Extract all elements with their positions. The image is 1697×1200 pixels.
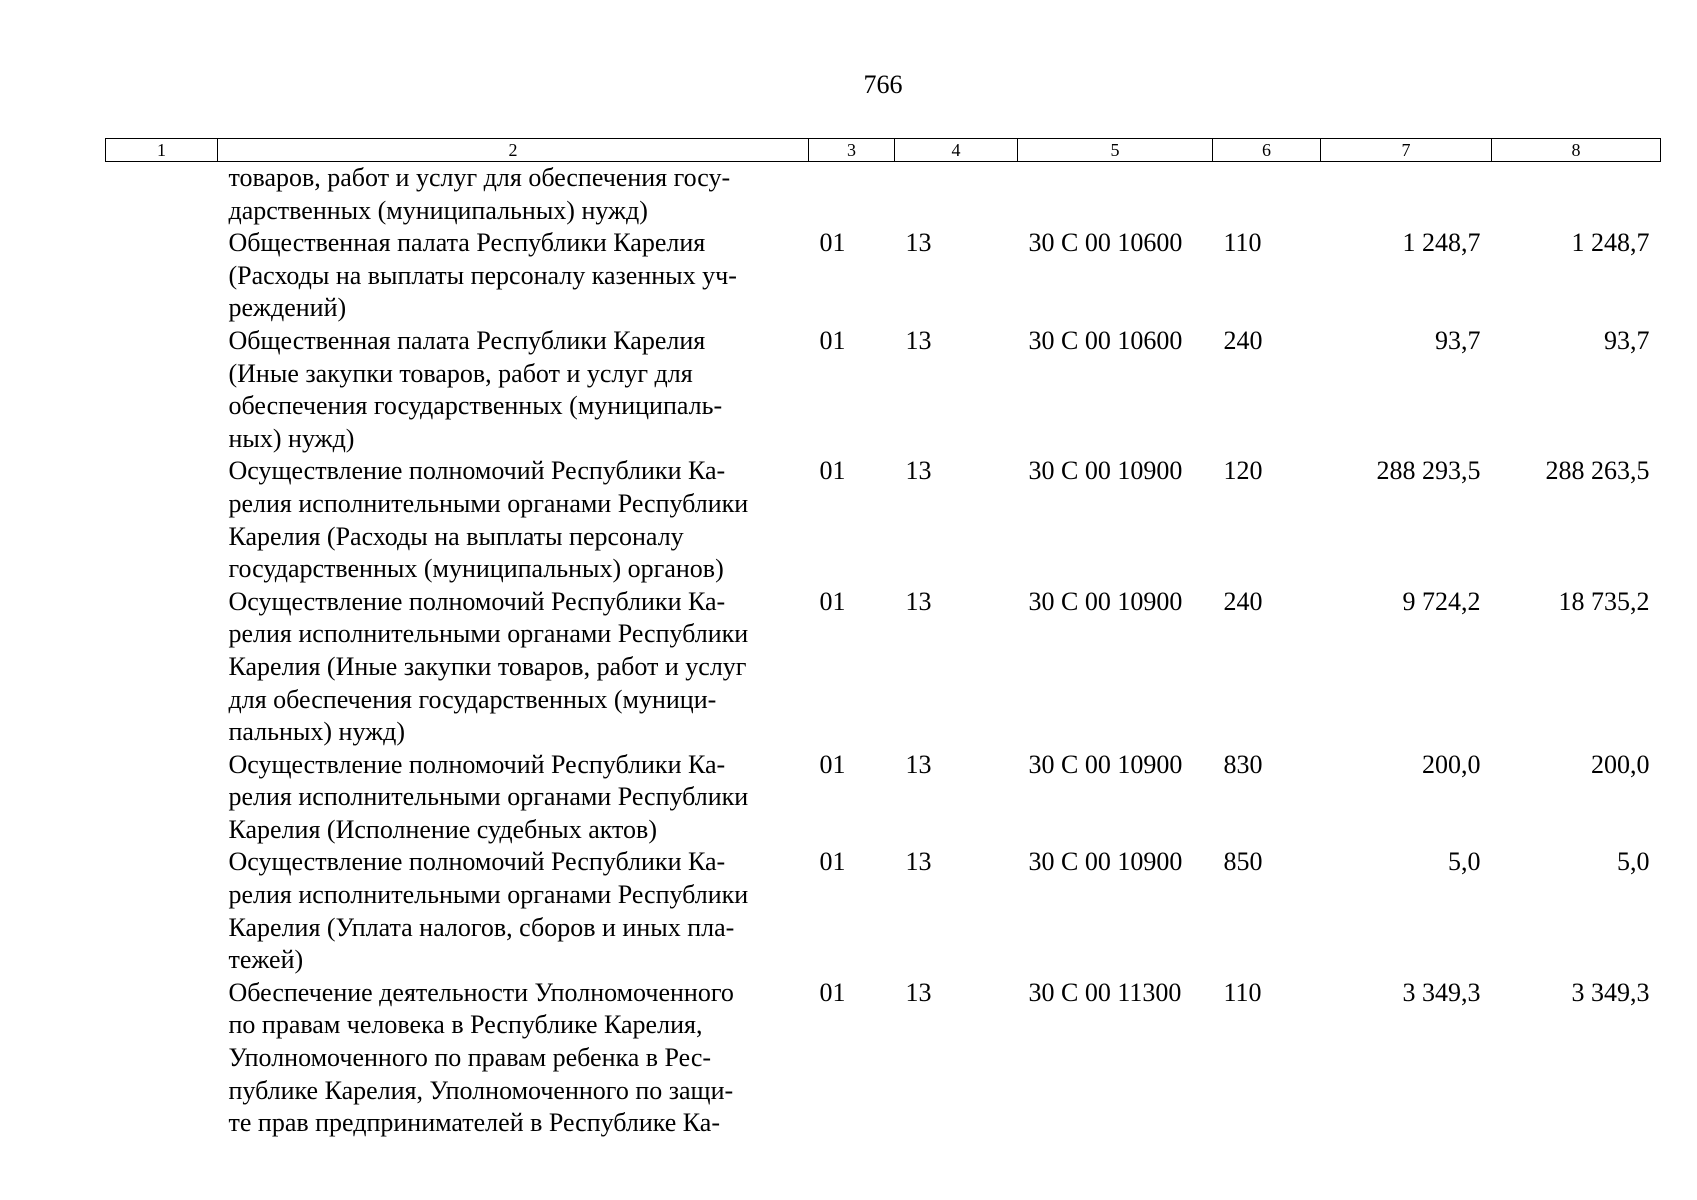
description-cell: Осуществление полномочий Республики Ка- релия исполнительными органами Республики Карелия (Исполнение судебных актов) bbox=[228, 749, 749, 844]
budget-table bbox=[105, 138, 1661, 1140]
amount-2-cell: 18 735,2 bbox=[1558, 586, 1650, 616]
expense-type-cell bbox=[1213, 162, 1321, 228]
amount-2-cell: 288 263,5 bbox=[1545, 456, 1650, 486]
column-header-7: 7 bbox=[1321, 139, 1492, 162]
amount-2-cell: 3 349,3 bbox=[1571, 977, 1650, 1007]
subsection-cell: 13 bbox=[905, 977, 932, 1007]
target-article-cell: 30 С 00 10600 bbox=[1028, 228, 1183, 258]
row-number-cell bbox=[106, 455, 218, 585]
amount-1-cell: 5,0 bbox=[1448, 847, 1481, 877]
section-cell: 01 bbox=[819, 456, 846, 486]
target-article-cell: 30 С 00 10900 bbox=[1028, 456, 1183, 486]
amount-2-cell: 5,0 bbox=[1617, 847, 1650, 877]
column-header-8: 8 bbox=[1492, 139, 1661, 162]
section-cell: 01 bbox=[819, 228, 846, 258]
table-row bbox=[106, 586, 1661, 749]
subsection-cell: 13 bbox=[905, 228, 932, 258]
description-cell: Общественная палата Республики Карелия (Иные закупки товаров, работ и услуг для обеспечения государственных (муниципаль- ных) нужд) bbox=[228, 325, 723, 453]
description-cell: Общественная палата Республики Карелия (Расходы на выплаты персоналу казенных уч- реждений) bbox=[228, 228, 737, 323]
section-cell: 01 bbox=[819, 847, 846, 877]
table-header bbox=[106, 139, 1661, 162]
expense-type-cell: 830 bbox=[1223, 749, 1263, 779]
amount-1-cell: 93,7 bbox=[1435, 325, 1481, 355]
page-number: 766 bbox=[863, 70, 903, 99]
amount-1-cell: 9 724,2 bbox=[1402, 586, 1481, 616]
subsection-cell: 13 bbox=[905, 847, 932, 877]
section-cell: 01 bbox=[819, 977, 846, 1007]
subsection-cell: 13 bbox=[905, 586, 932, 616]
expense-type-cell: 240 bbox=[1223, 325, 1263, 355]
row-number-cell bbox=[106, 749, 218, 847]
amount-2-cell: 1 248,7 bbox=[1571, 228, 1650, 258]
row-number-cell bbox=[106, 846, 218, 976]
target-article-cell: 30 С 00 10600 bbox=[1028, 325, 1183, 355]
amount-1-cell: 200,0 bbox=[1422, 749, 1481, 779]
row-number-cell bbox=[106, 162, 218, 228]
expense-type-cell: 110 bbox=[1223, 977, 1262, 1007]
column-header-6: 6 bbox=[1213, 139, 1321, 162]
table-row bbox=[106, 846, 1661, 976]
section-cell: 01 bbox=[819, 325, 846, 355]
target-article-cell: 30 С 00 10900 bbox=[1028, 749, 1183, 779]
target-article-cell bbox=[1018, 162, 1213, 228]
description-cell: Обеспечение деятельности Уполномоченного по правам человека в Республике Карелия, Уполномоченного по правам ребенка в Рес- публике Карелия, Уполномоченного по защи- те прав предпринимателей в Республике Ка- bbox=[228, 977, 734, 1138]
target-article-cell: 30 С 00 10900 bbox=[1028, 847, 1183, 877]
header-row bbox=[106, 139, 1661, 162]
table-row bbox=[106, 227, 1661, 325]
table-body bbox=[106, 162, 1661, 1140]
table-row bbox=[106, 162, 1661, 228]
column-header-1: 1 bbox=[106, 139, 218, 162]
row-number-cell bbox=[106, 586, 218, 749]
description-cell: Осуществление полномочий Республики Ка- релия исполнительными органами Республики Карелия (Уплата налогов, сборов и иных пла- тежей) bbox=[228, 847, 749, 975]
amount-2-cell: 93,7 bbox=[1604, 325, 1650, 355]
description-cell: товаров, работ и услуг для обеспечения госу- дарственных (муниципальных) нужд) bbox=[228, 163, 731, 225]
target-article-cell: 30 С 00 10900 bbox=[1028, 586, 1183, 616]
description-cell: Осуществление полномочий Республики Ка- релия исполнительными органами Республики Карелия (Расходы на выплаты персоналу государственных (муниципальных) органов) bbox=[228, 456, 749, 584]
expense-type-cell: 110 bbox=[1223, 228, 1262, 258]
table-row bbox=[106, 325, 1661, 455]
section-cell: 01 bbox=[819, 749, 846, 779]
column-header-3: 3 bbox=[809, 139, 895, 162]
expense-type-cell: 850 bbox=[1223, 847, 1263, 877]
expense-type-cell: 240 bbox=[1223, 586, 1263, 616]
description-cell: Осуществление полномочий Республики Ка- релия исполнительными органами Республики Карелия (Иные закупки товаров, работ и услуг для обеспечения государственных (муници- пальных) нужд) bbox=[228, 586, 749, 747]
table-row bbox=[106, 749, 1661, 847]
row-number-cell bbox=[106, 227, 218, 325]
column-header-2: 2 bbox=[218, 139, 809, 162]
row-number-cell bbox=[106, 977, 218, 1140]
target-article-cell: 30 С 00 11300 bbox=[1028, 977, 1182, 1007]
section-cell bbox=[809, 162, 895, 228]
subsection-cell bbox=[895, 162, 1018, 228]
column-header-4: 4 bbox=[895, 139, 1018, 162]
amount-1-cell: 1 248,7 bbox=[1402, 228, 1481, 258]
amount-1-cell: 288 293,5 bbox=[1376, 456, 1481, 486]
subsection-cell: 13 bbox=[905, 456, 932, 486]
table-row bbox=[106, 977, 1661, 1140]
subsection-cell: 13 bbox=[905, 325, 932, 355]
table-row bbox=[106, 455, 1661, 585]
amount-1-cell: 3 349,3 bbox=[1402, 977, 1481, 1007]
section-cell: 01 bbox=[819, 586, 846, 616]
amount-2-cell: 200,0 bbox=[1591, 749, 1650, 779]
amount-2-cell bbox=[1492, 162, 1661, 228]
expense-type-cell: 120 bbox=[1223, 456, 1263, 486]
column-header-5: 5 bbox=[1018, 139, 1213, 162]
amount-1-cell bbox=[1321, 162, 1492, 228]
row-number-cell bbox=[106, 325, 218, 455]
subsection-cell: 13 bbox=[905, 749, 932, 779]
